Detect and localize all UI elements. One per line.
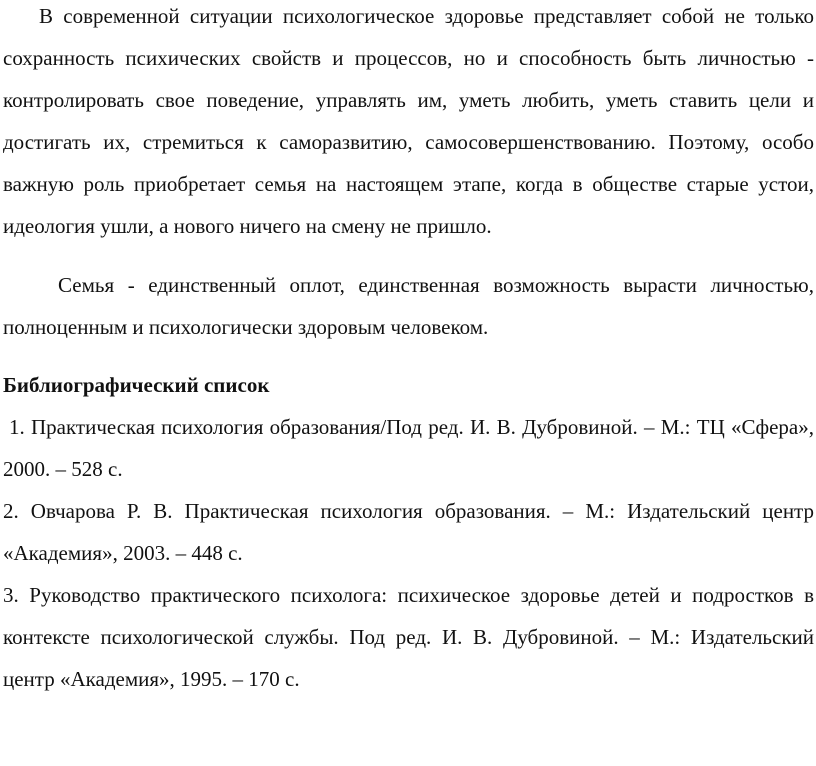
bibliography-item-1: 1. Практическая психология образования/Под ред. И. В. Дубровиной. – М.: ТЦ «Сфера», 2000. – 528 с. xyxy=(3,415,814,481)
paragraph-family: Семья - единственный оплот, единственная возможность вырасти личностью, полноценным и психологически здоровым человеком. xyxy=(3,273,814,339)
bibliography-list xyxy=(3,406,814,700)
bibliography-item-3: 3. Руководство практического психолога: психическое здоровье детей и подростков в контексте психологической службы. Под ред. И. В. Дубровиной. – М.: Издательский центр «Академия», 1995. – 170 с. xyxy=(3,583,814,691)
bibliography-item-2: 2. Овчарова Р. В. Практическая психология образования. – М.: Издательский центр «Академия», 2003. – 448 с. xyxy=(3,499,814,565)
paragraph-psychological-health: В современной ситуации психологическое здоровье представляет собой не только сохранность психических свойств и процессов, но и способность быть личностью - контролировать свое поведение, управлять им, уметь любить, уметь ставить цели и достигать их, стремиться к саморазвитию, самосовершенствованию. Поэтому, особо важную роль приобретает семья на настоящем этапе, когда в обществе старые устои, идеология ушли, а нового ничего на смену не пришло. xyxy=(3,4,814,238)
bibliography-heading: Библиографический список xyxy=(3,373,270,397)
